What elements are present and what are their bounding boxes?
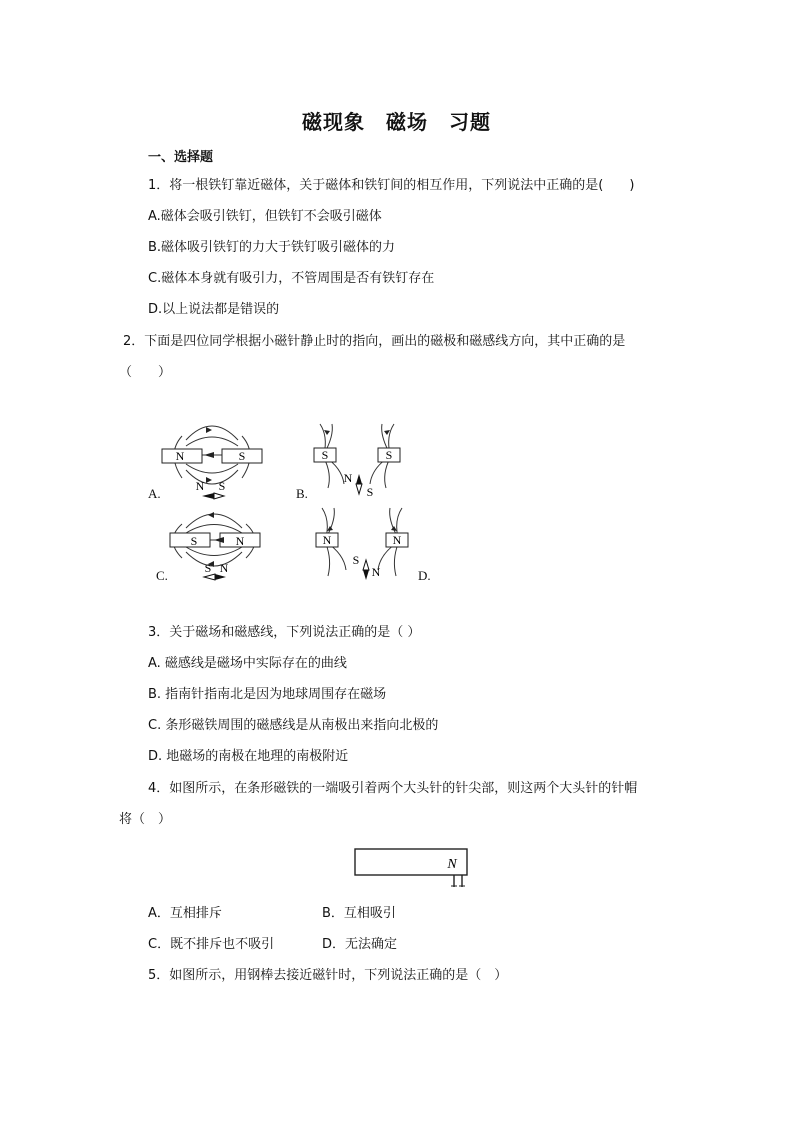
fig-c-left-pole: S [190,534,198,548]
q2-label-d: D. [418,568,431,583]
q1-stem: 1．将一根铁钉靠近磁体，关于磁体和铁钉间的相互作用，下列说法中正确的是( ) [148,178,635,193]
q2-label-a: A. [148,486,161,501]
q4-stem: 4．如图所示，在条形磁铁的一端吸引着两个大头针的针尖部，则这两个大头针的针帽 [148,781,638,796]
section-heading: 一、选择题 [148,150,214,165]
q2-figure-b [302,420,412,500]
q4-magnet-n-label: N [447,857,457,872]
fig-a-left-pole: N [175,449,185,463]
fig-c-needle-left: S [204,561,212,575]
fig-a-right-pole: S [238,449,246,463]
fig-a-needle-left: N [195,479,205,493]
q2-paren: （ ） [119,365,172,380]
page-title: 磁现象 磁场 习题 [302,110,491,134]
fig-b-needle-right: S [366,485,374,499]
q1-option-c: C.磁体本身就有吸引力，不管周围是否有铁钉存在 [148,271,435,286]
q4-option-d: D．无法确定 [322,937,398,952]
q3-stem: 3．关于磁场和磁感线，下列说法正确的是（ ） [148,625,421,640]
q2-figure-a [158,420,266,500]
q2-figure-c [158,506,270,582]
q3-option-d: D. 地磁场的南极在地理的南极附近 [148,749,349,764]
q1-option-b: B.磁体吸引铁钉的力大于铁钉吸引磁体的力 [148,240,396,255]
q2-label-c: C. [156,568,168,583]
fig-b-right-pole: S [385,448,393,462]
fig-d-needle-right: N [371,565,381,579]
fig-c-needle-right: N [219,561,229,575]
q4-option-a: A．互相排斥 [148,906,222,921]
q4-magnet-figure [352,846,472,888]
q4-option-b: B．互相吸引 [322,906,396,921]
fig-d-needle-left: S [352,553,360,567]
q1-option-a: A.磁体会吸引铁钉，但铁钉不会吸引磁体 [148,209,382,224]
fig-b-needle-left: N [343,471,353,485]
fig-c-right-pole: N [235,534,245,548]
fig-d-right-pole: N [392,533,402,547]
q3-option-a: A. 磁感线是磁场中实际存在的曲线 [148,656,347,671]
fig-b-left-pole: S [321,448,329,462]
q3-option-b: B. 指南针指南北是因为地球周围存在磁场 [148,687,387,702]
q2-stem: 2．下面是四位同学根据小磁针静止时的指向，画出的磁极和磁感线方向，其中正确的是 [123,334,626,349]
fig-d-left-pole: N [322,533,332,547]
q4-stem-cont: 将（ ） [119,812,172,827]
q1-option-d: D.以上说法都是错误的 [148,302,280,317]
q5-stem: 5．如图所示，用钢棒去接近磁针时，下列说法正确的是（ ） [148,968,508,983]
q4-option-c: C．既不排斥也不吸引 [148,937,275,952]
q3-option-c: C. 条形磁铁周围的磁感线是从南极出来指向北极的 [148,718,439,733]
q2-label-b: B. [296,486,308,501]
fig-a-needle-right: S [218,479,226,493]
q2-figure-d [302,504,418,582]
